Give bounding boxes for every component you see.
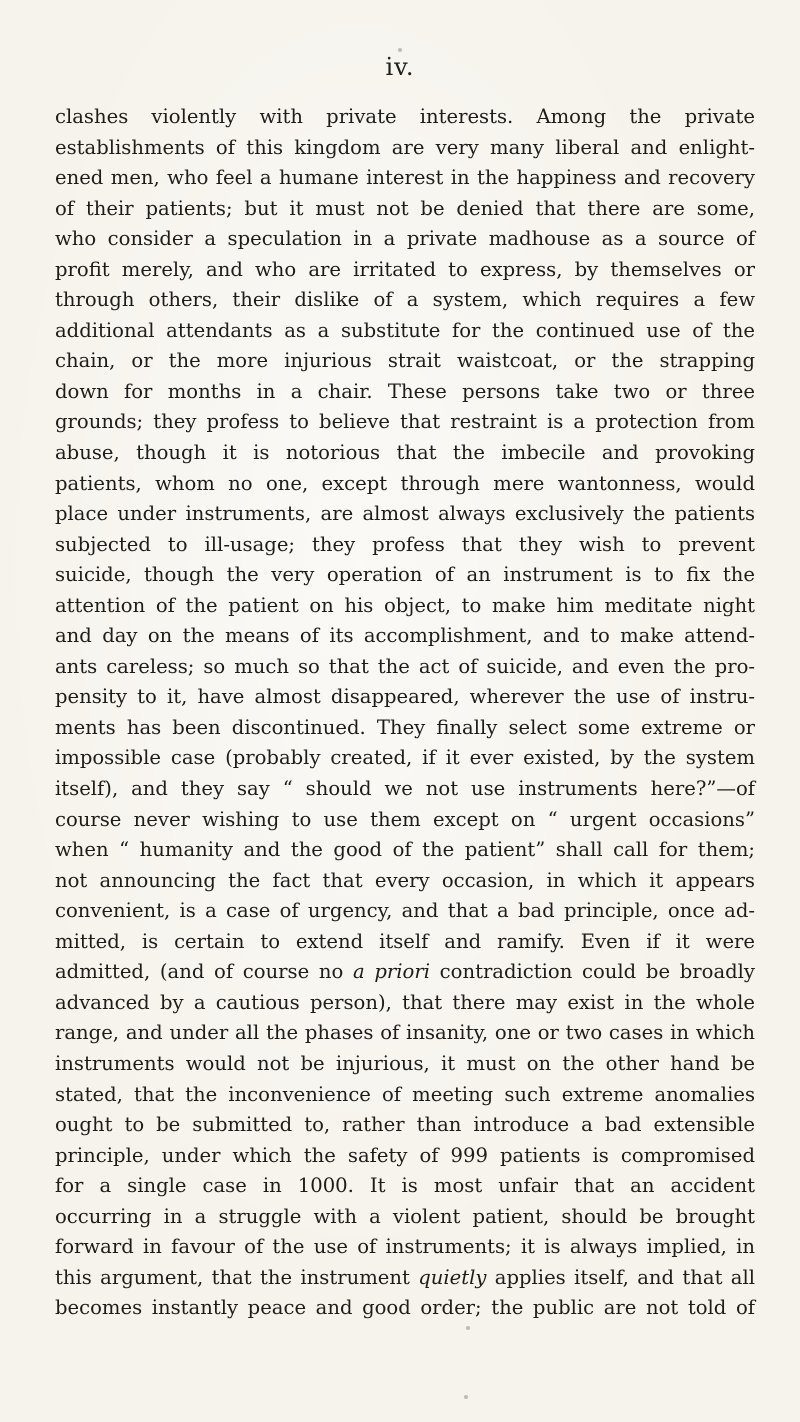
text-segment: ments has been discontinued. They finally select some extreme or — [55, 715, 755, 739]
text-line — [55, 621, 755, 652]
text-line — [55, 224, 755, 255]
paper-speck — [464, 1395, 468, 1399]
text-segment: itself), and they say “ should we not use instruments here?”—of — [55, 777, 755, 801]
text-segment: this argument, that the instrument — [55, 1265, 419, 1289]
text-segment: admitted, (and of course no — [55, 960, 353, 984]
text-segment: ened men, who feel a humane interest in the happiness and recovery — [55, 166, 755, 190]
text-line — [55, 591, 755, 622]
text-segment: forward in favour of the use of instruments; it is always implied, in — [55, 1235, 755, 1259]
text-line — [55, 285, 755, 316]
text-segment: when “ humanity and the good of the patient” shall call for them; — [55, 838, 755, 862]
text-line — [55, 1202, 755, 1233]
text-segment: chain, or the more injurious strait waistcoat, or the strapping — [55, 349, 755, 373]
italic-phrase: a priori — [353, 960, 430, 984]
paper-speck — [398, 48, 402, 52]
text-line — [55, 1049, 755, 1080]
text-line — [55, 1080, 755, 1111]
text-segment: subjected to ill-usage; they profess that they wish to prevent — [55, 532, 755, 556]
text-line — [55, 133, 755, 164]
text-line — [55, 927, 755, 958]
text-line — [55, 896, 755, 927]
text-line — [55, 438, 755, 469]
text-line — [55, 530, 755, 561]
text-segment: convenient, is a case of urgency, and that a bad principle, once ad- — [55, 899, 755, 923]
text-segment: becomes instantly peace and good order; the public are not told of — [55, 1296, 755, 1320]
text-segment: ought to be submitted to, rather than introduce a bad extensible — [55, 1113, 755, 1137]
text-line — [55, 407, 755, 438]
text-line — [55, 835, 755, 866]
text-segment: applies itself, and that all — [486, 1265, 755, 1289]
text-segment: advanced by a cautious person), that there may exist in the whole — [55, 990, 755, 1014]
text-line — [55, 163, 755, 194]
text-segment: clashes violently with private interests. Among the private — [55, 105, 755, 128]
text-segment: suicide, though the very operation of an instrument is to fix the — [55, 563, 755, 587]
text-line — [55, 652, 755, 683]
text-segment: patients, whom no one, except through mere wantonness, would — [55, 471, 755, 495]
text-line — [55, 743, 755, 774]
text-line — [55, 1141, 755, 1172]
text-segment: pensity to it, have almost disappeared, wherever the use of instru- — [55, 685, 755, 709]
text-line — [55, 957, 755, 988]
text-line — [55, 713, 755, 744]
text-segment: attention of the patient on his object, to make him meditate night — [55, 593, 755, 617]
text-segment: not announcing the fact that every occasion, in which it appears — [55, 868, 755, 892]
text-line — [55, 377, 755, 408]
italic-phrase: quietly — [418, 1265, 487, 1289]
text-line — [55, 805, 755, 836]
text-line — [55, 988, 755, 1019]
text-segment: course never wishing to use them except on “ urgent occasions” — [55, 807, 755, 831]
text-segment: impossible case (probably created, if it ever existed, by the system — [55, 746, 755, 770]
text-segment: profit merely, and who are irritated to express, by themselves or — [55, 257, 755, 281]
text-line — [55, 560, 755, 591]
text-line — [55, 316, 755, 347]
text-segment: instruments would not be injurious, it must on the other hand be — [55, 1051, 755, 1075]
text-segment: occurring in a struggle with a violent patient, should be brought — [55, 1204, 755, 1228]
text-segment: contradiction could be broadly — [429, 960, 755, 984]
text-segment: for a single case in 1000. It is most unfair that an accident — [55, 1174, 755, 1198]
text-segment: and day on the means of its accomplishment, and to make attend- — [55, 624, 755, 648]
text-segment: range, and under all the phases of insanity, one or two cases in which — [55, 1021, 755, 1045]
text-line — [55, 1232, 755, 1263]
text-line — [55, 1293, 755, 1324]
text-segment: down for months in a chair. These persons take two or three — [55, 379, 755, 403]
text-line — [55, 866, 755, 897]
text-segment: abuse, though it is notorious that the imbecile and provoking — [55, 441, 755, 465]
text-line — [55, 469, 755, 500]
text-segment: ants careless; so much so that the act of suicide, and even the pro- — [55, 654, 755, 678]
text-segment: who consider a speculation in a private madhouse as a source of — [55, 227, 755, 251]
body-text — [55, 102, 755, 1324]
text-line — [55, 346, 755, 377]
text-line — [55, 1018, 755, 1049]
text-line — [55, 774, 755, 805]
text-segment: mitted, is certain to extend itself and ramify. Even if it were — [55, 929, 755, 953]
text-line — [55, 102, 755, 133]
text-line — [55, 194, 755, 225]
text-segment: grounds; they profess to believe that restraint is a protection from — [55, 410, 755, 434]
text-segment: additional attendants as a substitute for the continued use of the — [55, 318, 755, 342]
page-number: iv. — [385, 53, 415, 81]
text-line — [55, 499, 755, 530]
text-line — [55, 255, 755, 286]
text-line — [55, 1110, 755, 1141]
text-segment: stated, that the inconvenience of meeting such extreme anomalies — [55, 1082, 755, 1106]
text-line — [55, 682, 755, 713]
text-segment: principle, under which the safety of 999 patients is compromised — [55, 1143, 755, 1167]
text-segment: place under instruments, are almost always exclusively the patients — [55, 502, 755, 526]
text-segment: establishments of this kingdom are very many liberal and enlight- — [55, 135, 755, 159]
paper-speck — [466, 1326, 470, 1330]
text-line — [55, 1263, 755, 1294]
text-segment: through others, their dislike of a system, which requires a few — [55, 288, 755, 312]
text-line — [55, 1171, 755, 1202]
text-segment: of their patients; but it must not be denied that there are some, — [55, 196, 755, 220]
